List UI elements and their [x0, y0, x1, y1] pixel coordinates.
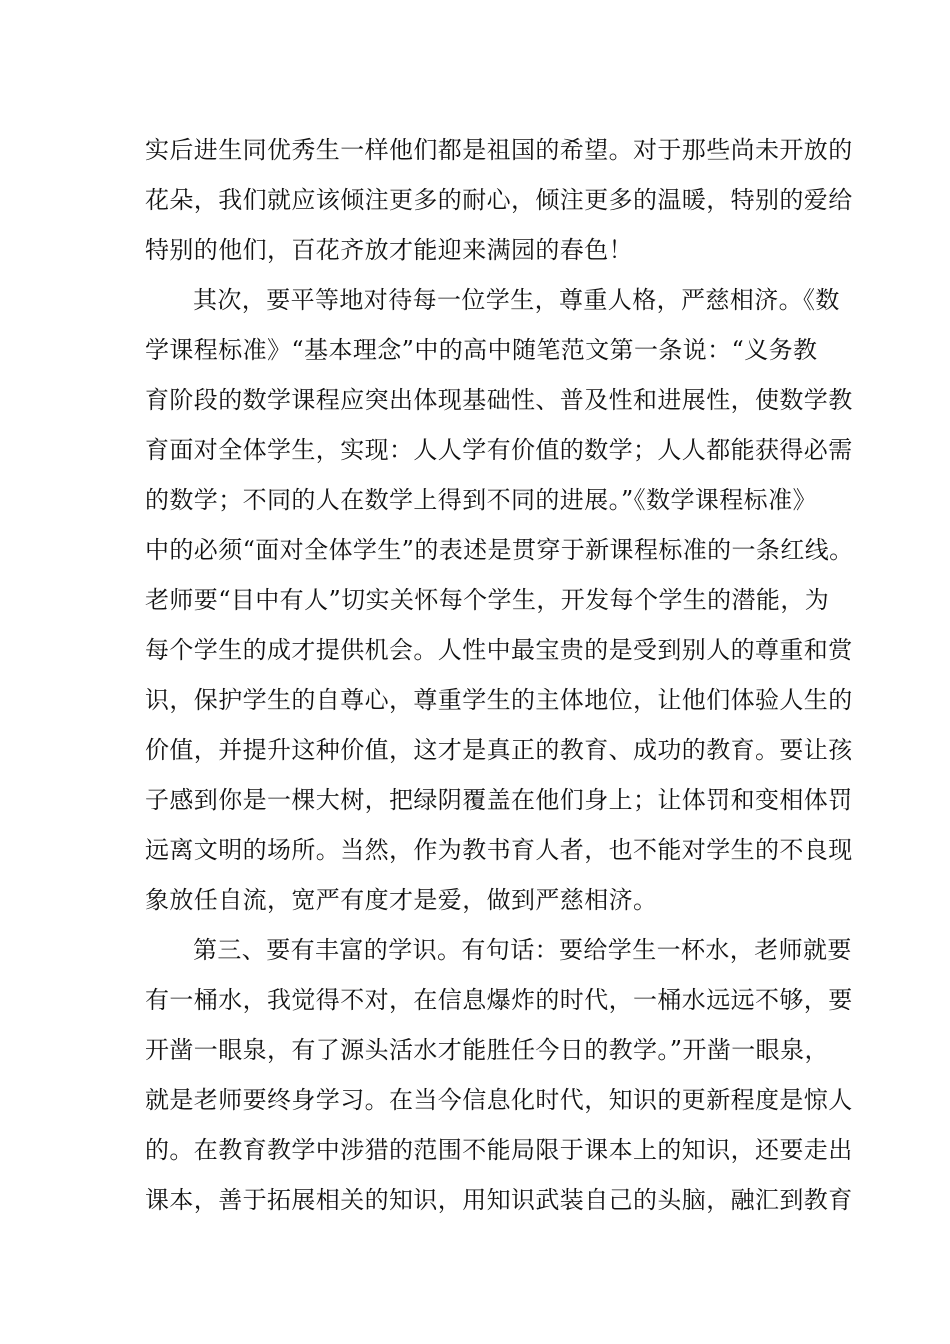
- text-line: 的。在教育教学中涉猎的范围不能局限于课本上的知识，还要走出: [145, 1136, 853, 1164]
- text-line: 育面对全体学生，实现：人人学有价值的数学；人人都能获得必需: [145, 436, 853, 464]
- text-line: 远离文明的场所。当然，作为教书育人者，也不能对学生的不良现: [145, 836, 853, 864]
- text-line: 象放任自流，宽严有度才是爱，做到严慈相济。: [145, 886, 658, 914]
- text-line: 开凿一眼泉，有了源头活水才能胜任今日的教学。”开凿一眼泉，: [145, 1036, 829, 1064]
- text-line: 花朵，我们就应该倾注更多的耐心，倾注更多的温暖，特别的爱给: [145, 186, 853, 214]
- text-line: 育阶段的数学课程应突出体现基础性、普及性和进展性，使数学教: [145, 386, 853, 414]
- text-line: 价值，并提升这种价值，这才是真正的教育、成功的教育。要让孩: [145, 736, 853, 764]
- text-line: 识，保护学生的自尊心，尊重学生的主体地位，让他们体验人生的: [145, 686, 853, 714]
- text-line: 老师要“目中有人”切实关怀每个学生，开发每个学生的潜能，为: [145, 586, 830, 614]
- text-line: 中的必须“面对全体学生”的表述是贯穿于新课程标准的一条红线。: [145, 536, 854, 564]
- text-line: 子感到你是一棵大树，把绿阴覆盖在他们身上；让体罚和变相体罚: [145, 786, 853, 814]
- text-line: 有一桶水，我觉得不对，在信息爆炸的时代，一桶水远远不够，要: [145, 986, 853, 1014]
- text-line: 每个学生的成才提供机会。人性中最宝贵的是受到别人的尊重和赏: [145, 636, 853, 664]
- text-line: 实后进生同优秀生一样他们都是祖国的希望。对于那些尚未开放的: [145, 136, 853, 164]
- paragraph-start-line: 其次，要平等地对待每一位学生，尊重人格，严慈相济。《数: [193, 286, 840, 314]
- text-line: 的数学；不同的人在数学上得到不同的进展。”《数学课程标准》: [145, 486, 817, 514]
- text-line: 课本，善于拓展相关的知识，用知识武装自己的头脑，融汇到教育: [145, 1186, 853, 1214]
- text-line: 学课程标准》“基本理念”中的高中随笔范文第一条说：“义务教: [145, 336, 818, 364]
- text-line: 就是老师要终身学习。在当今信息化时代，知识的更新程度是惊人: [145, 1086, 853, 1114]
- paragraph-start-line: 第三、要有丰富的学识。有句话：要给学生一杯水，老师就要: [193, 936, 852, 964]
- text-line: 特别的他们，百花齐放才能迎来满园的春色！: [145, 236, 633, 264]
